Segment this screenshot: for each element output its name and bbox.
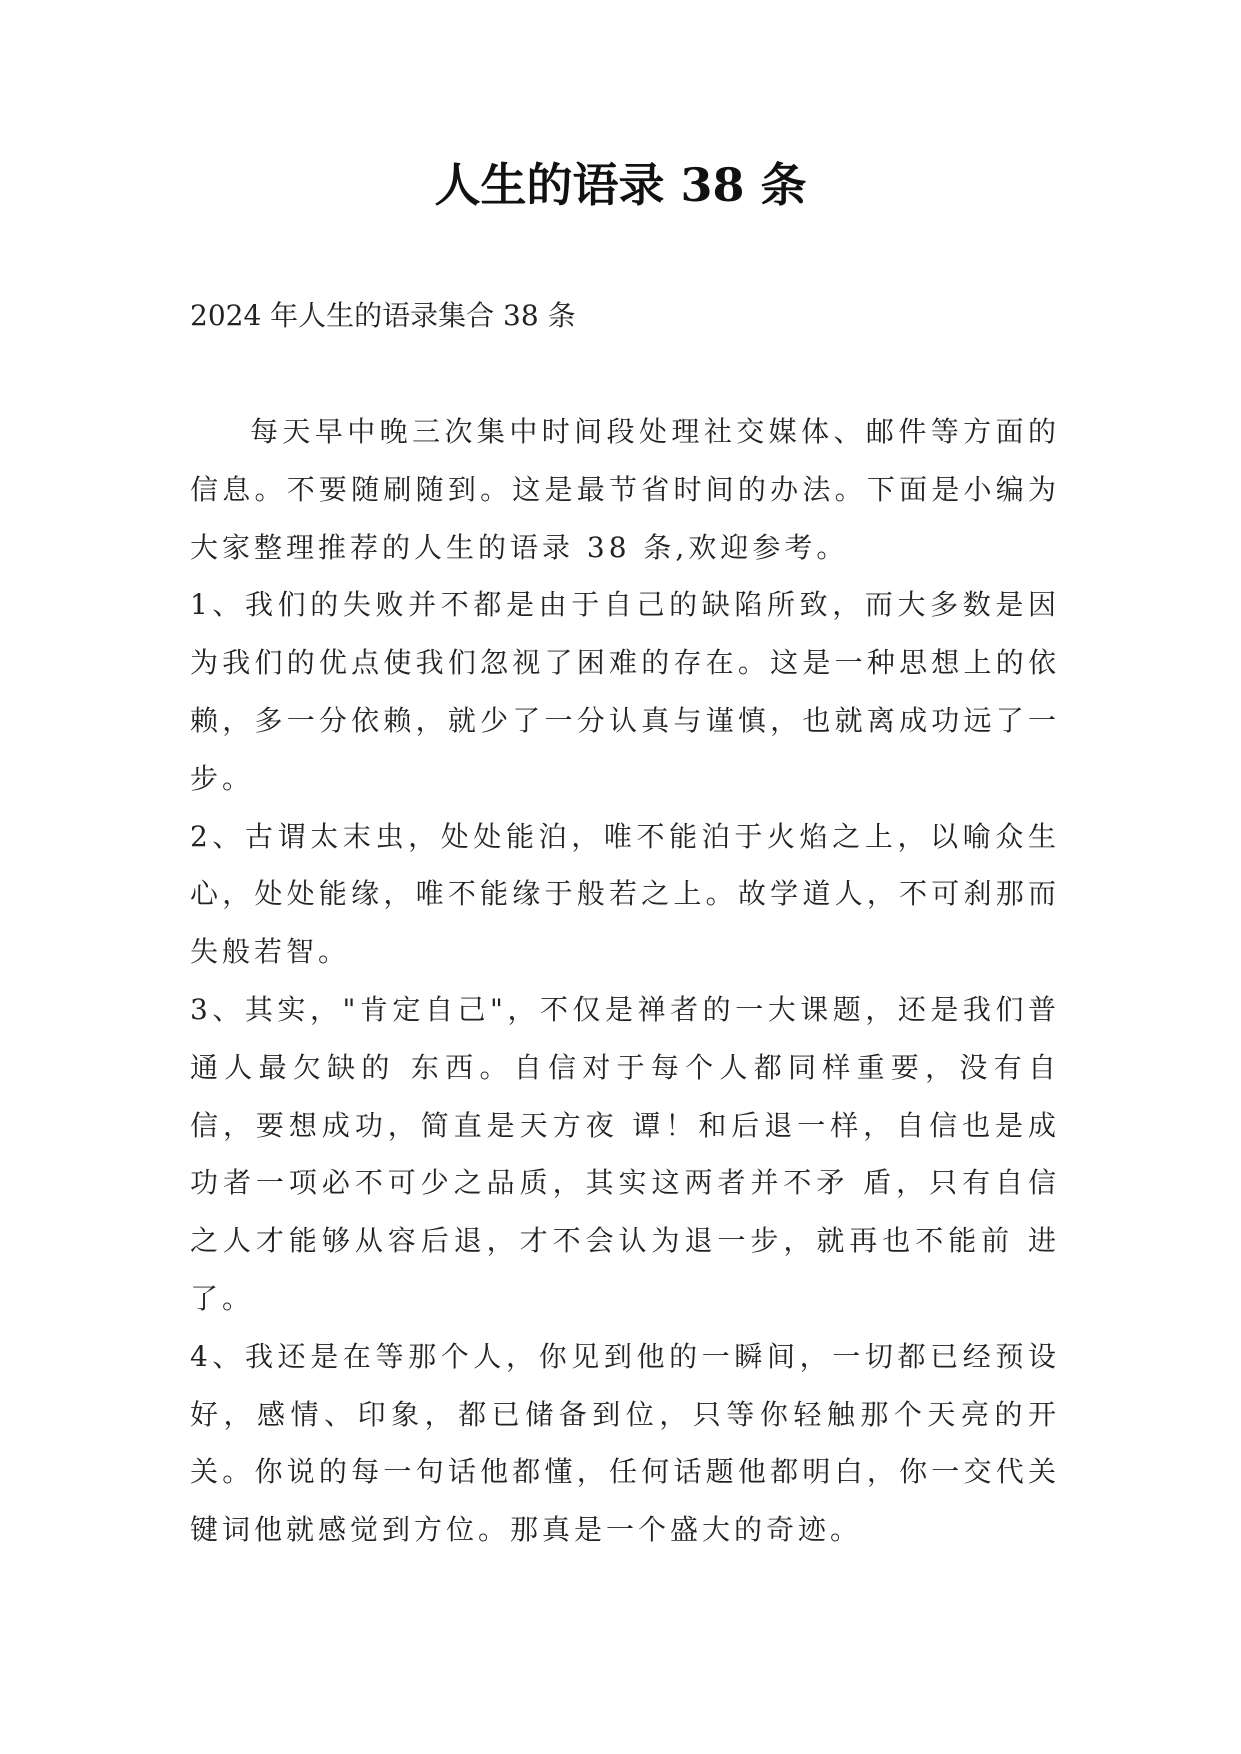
document-title: 人生的语录 38 条 [434, 158, 807, 212]
document-subtitle: 2024 年人生的语录集合 38 条 [190, 299, 576, 332]
intro-paragraph: 每天早中晚三次集中时间段处理社交媒体、邮件等方面的信息。不要随刷随到。这是最节省时间的办法。下面是小编为大家整理推荐的人生的语录 38 条,欢迎参考。 [190, 415, 1060, 564]
quote-item: 2、古谓太末虫，处处能泊，唯不能泊于火焰之上，以喻众生心，处处能缘，唯不能缘于般若之上。故学道人，不可刹那而失般若智。 [190, 819, 1060, 969]
quote-item: 4、我还是在等那个人，你见到他的一瞬间，一切都已经预设好，感情、印象，都已储备到位，只等你轻触那个天亮的开关。你说的每一句话他都懂，任何话题他都明白，你一交代关键词他就感觉到方位。那真是一个盛大的奇迹。 [190, 1339, 1060, 1547]
quote-item: 3、其实，"肯定自己"，不仅是禅者的一大课题，还是我们普通人最欠缺的 东西。自信对于每个人都同样重要，没有自信，要想成功，简直是天方夜 谭！和后退一样，自信也是成功者一项必不可少之品质，其实这两者并不矛 盾，只有自信之人才能够从容后退，才不会认为退一步，就再也不能前 进了。 [190, 992, 1060, 1315]
document-body [190, 403, 1060, 1559]
quote-item: 1、我们的失败并不都是由于自己的缺陷所致，而大多数是因为我们的优点使我们忽视了困难的存在。这是一种思想上的依赖，多一分依赖，就少了一分认真与谨慎，也就离成功远了一步。 [190, 588, 1060, 795]
